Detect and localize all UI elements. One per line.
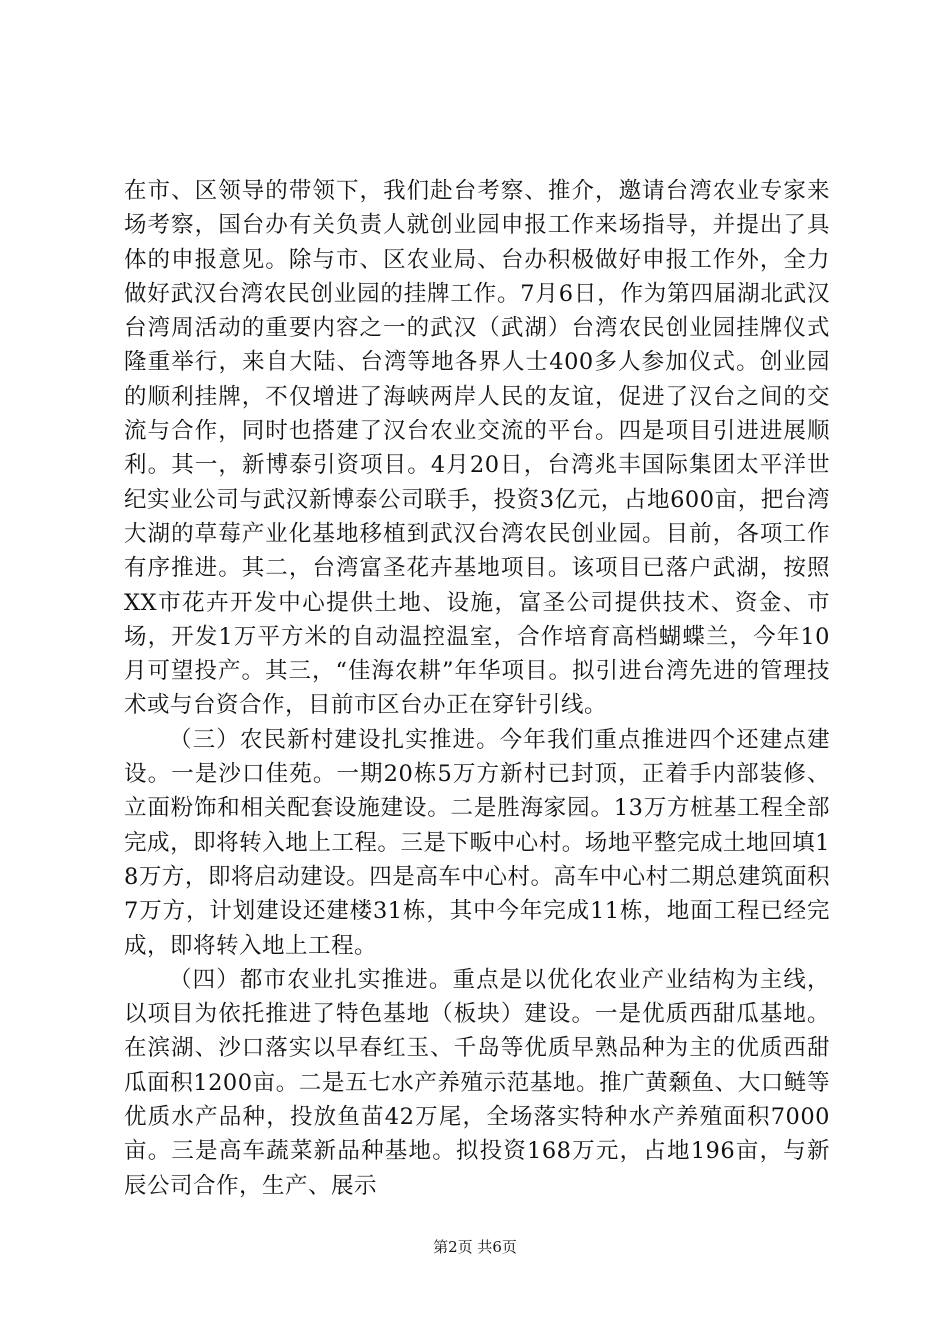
paragraph-2: （三）农民新村建设扎实推进。今年我们重点推进四个还建点建设。一是沙口佳苑。一期20栋5万方新村已封顶，正着手内部装修、立面粉饰和相关配套设施建设。二是胜海家园。13万方桩基工程全部完成，即将转入地上工程。三是下畈中心村。场地平整完成土地回填18万方，即将启动建设。四是高车中心村。高车中心村二期总建筑面积7万方，计划建设还建楼31栋，其中今年完成11栋，地面工程已经完成，即将转入地上工程。 xyxy=(124,726,830,959)
paragraph-3: （四）都市农业扎实推进。重点是以优化农业产业结构为主线，以项目为依托推进了特色基地（板块）建设。一是优质西甜瓜基地。在滨湖、沙口落实以早春红玉、千岛等优质早熟品种为主的优质西甜瓜面积1200亩。二是五七水产养殖示范基地。推广黄颡鱼、大口鲢等优质水产品种，投放鱼苗42万尾，全场落实特种水产养殖面积7000亩。三是高车蔬菜新品种基地。拟投资168万元，占地196亩，与新辰公司合作，生产、展示 xyxy=(124,966,830,1199)
paragraph-1: 在市、区领导的带领下，我们赴台考察、推介，邀请台湾农业专家来场考察，国台办有关负责人就创业园申报工作来场指导，并提出了具体的申报意见。除与市、区农业局、台办积极做好申报工作外，全力做好武汉台湾农民创业园的挂牌工作。7月6日，作为第四届湖北武汉台湾周活动的重要内容之一的武汉（武湖）台湾农民创业园挂牌仪式隆重举行，来自大陆、台湾等地各界人士400多人参加仪式。创业园的顺利挂牌，不仅增进了海峡两岸人民的友谊，促进了汉台之间的交流与合作，同时也搭建了汉台农业交流的平台。四是项目引进进展顺利。其一，新博泰引资项目。4月20日，台湾兆丰国际集团太平洋世纪实业公司与武汉新博泰公司联手，投资3亿元，占地600亩，把台湾大湖的草莓产业化基地移植到武汉台湾农民创业园。目前，各项工作有序推进。其二，台湾富圣花卉基地项目。该项目已落户武湖，按照XX市花卉开发中心提供土地、设施，富圣公司提供技术、资金、市场，开发1万平方米的自动温控温室，合作培育高档蝴蝶兰，今年10月可望投产。其三，“佳海农耕”年华项目。拟引进台湾先进的管理技术或与台资合作，目前市区台办正在穿针引线。 xyxy=(124,178,830,719)
document-body xyxy=(124,174,830,1203)
page-footer: 第2页 共6页 xyxy=(433,1238,517,1256)
